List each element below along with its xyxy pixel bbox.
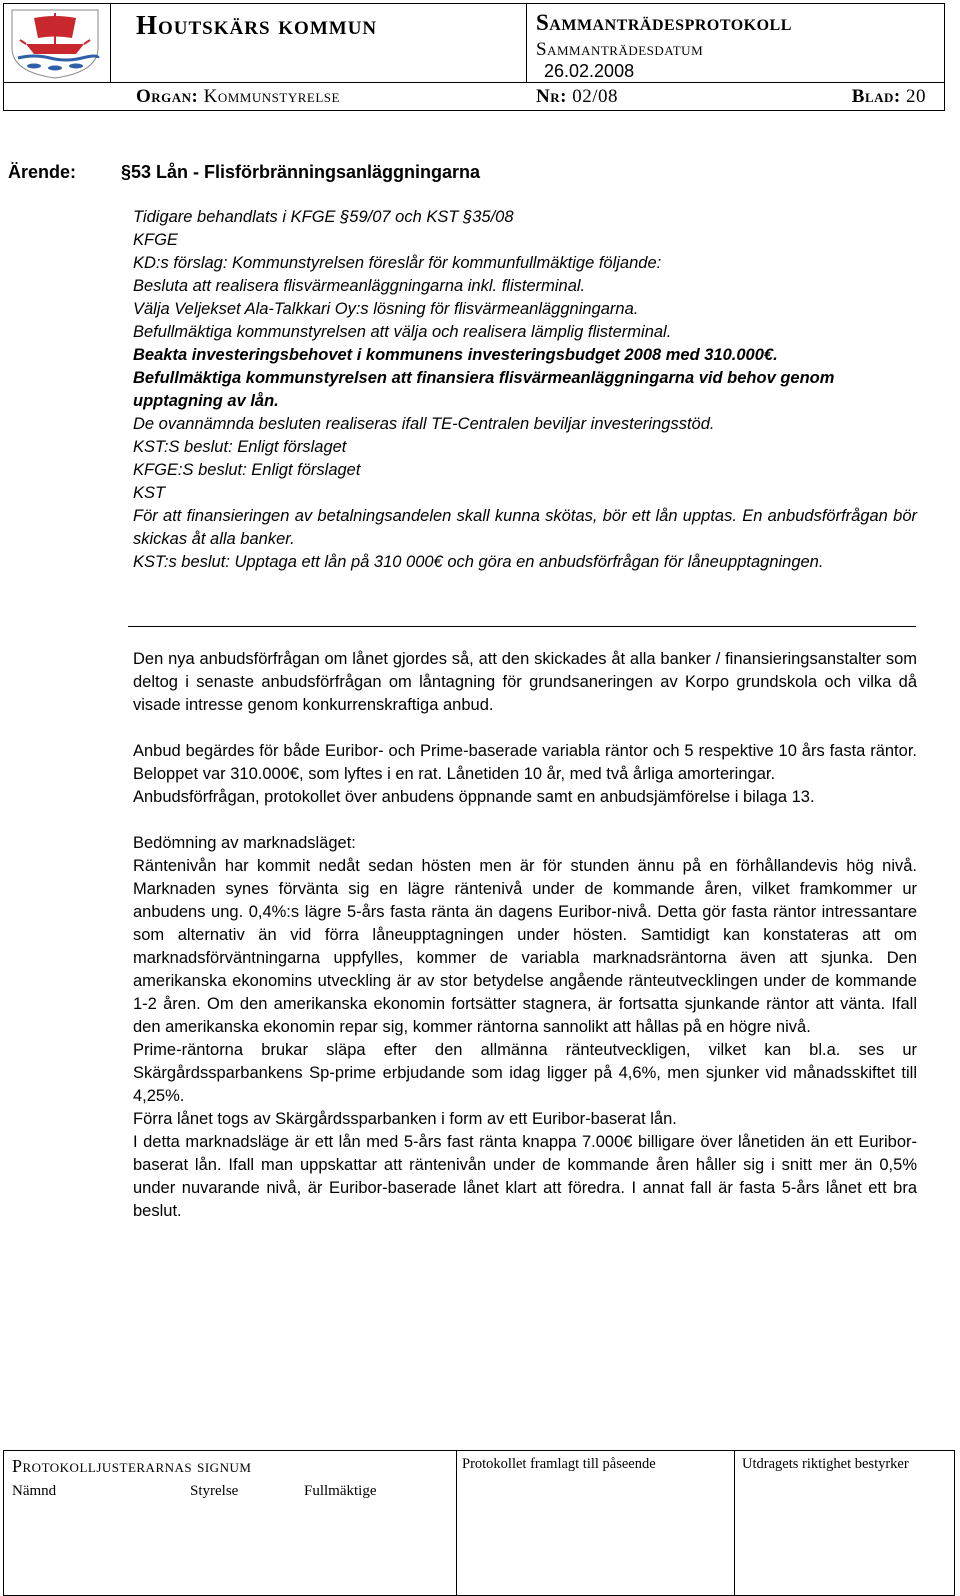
signum-title: Protokolljusterarnas signum [12, 1456, 252, 1476]
signum-fullmaktige: Fullmäktige [304, 1483, 377, 1499]
document-type: Sammanträdesprotokoll [536, 10, 792, 35]
document-header [3, 3, 945, 111]
section-divider [128, 626, 916, 627]
municipality-coat-of-arms [4, 4, 111, 82]
body-paragraph: Förra lånet togs av Skärgårdssparbanken i form av ett Euribor-baserat lån. [133, 1110, 677, 1128]
history-line: Besluta att realisera flisvärmeanläggningarna inkl. flisterminal. [133, 277, 586, 295]
body-paragraph: I detta marknadsläge är ett lån med 5-års fast ränta knappa 7.000€ billigare över lånetiden än ett Euribor-baserat lån. Ifall man uppskattar att räntenivån under de kommande åren håller sig i snitt mer än 0,5% under nuvarande nivå, är Euribor-baserade lånet klart att föredra. I annat fall är fasta 5-års lånet ett bra beslut. [133, 1133, 917, 1220]
body-subheading: Bedömning av marknadsläget: [133, 834, 356, 852]
document-footer [3, 1450, 955, 1596]
posted-box [456, 1451, 735, 1595]
organ-value: Kommunstyrelse [203, 86, 340, 107]
history-line: De ovannämnda besluten realiseras ifall TE-Centralen beviljar investeringsstöd. [133, 415, 715, 433]
body-paragraph: Anbudsförfrågan, protokollet över anbudens öppnande samt en anbudsjämförelse i bilaga 13. [133, 788, 815, 806]
matter-title: §53 Lån - Flisförbränningsanläggningarna [121, 162, 481, 182]
history-line: KST [133, 484, 166, 502]
municipality-name: Houtskärs kommun [136, 10, 378, 40]
page-label: Blad: [851, 86, 901, 107]
matter-body [133, 648, 917, 1223]
signum-namnd: Nämnd [12, 1483, 57, 1499]
signature-box [4, 1451, 457, 1595]
meeting-date-label: Sammanträdesdatum [536, 39, 704, 60]
body-paragraph: Anbud begärdes för både Euribor- och Prime-baserade variabla räntor och 5 respektive 10 års fasta räntor. Beloppet var 310.000€, som lyftes i en rat. Lånetiden 10 år, med två årliga amorteringar. [133, 742, 917, 783]
history-line: KD:s förslag: Kommunstyrelsen föreslår för kommunfullmäktige följande: [133, 254, 662, 272]
number-value: 02/08 [572, 86, 618, 107]
header-divider-vertical [526, 4, 527, 82]
posted-label: Protokollet framlagt till påseende [462, 1456, 656, 1472]
ship-crest-icon [4, 4, 108, 80]
matter-label: Ärende: [8, 162, 77, 182]
history-line: KST:S beslut: Enligt förslaget [133, 438, 347, 456]
body-paragraph: Prime-räntorna brukar släpa efter den allmänna ränteutveckligen, vilket kan bl.a. ses ur Skärgårdssparbankens Sp-prime erbjudande som idag ligger på 4,6%, men sjunker vid månadsskiftet till 4,25%. [133, 1041, 917, 1105]
extract-certified-label: Utdragets riktighet bestyrker [742, 1456, 909, 1472]
history-line: Tidigare behandlats i KFGE §59/07 och KST §35/08 [133, 208, 514, 226]
meeting-date: 26.02.2008 [544, 61, 635, 81]
history-line: KFGE:S beslut: Enligt förslaget [133, 461, 361, 479]
body-paragraph: Räntenivån har kommit nedåt sedan hösten men är för stunden ännu på en förhållandevis hög nivå. Marknaden synes förvänta sig en lägre räntenivå under de kommande åren, vilket framkommer ur anbudens ung. 0,4%:s lägre 5-års fasta ränta än dagens Euribor-nivå. Detta gör fasta räntor intressantare som alternativ än vid förra låneupptagningen under hösten. Samtidigt kan konstateras att om marknadsförväntningarna uppfylles, kommer de variabla marknadsräntorna även att sjunka. Den amerikanska ekonomins utveckling är av stor betydelse angående ränteutvecklingen under de kommande 1-2 åren. Om den amerikanska ekonomin fortsätter stagnera, är fortsatta sjunkande räntor att vänta. Ifall den amerikanska ekonomin repar sig, kommer räntorna sannolikt att hållas på en högre nivå. [133, 857, 917, 1036]
signum-styrelse: Styrelse [190, 1483, 239, 1499]
organ-label: Organ: [136, 86, 199, 107]
number-field [536, 86, 618, 108]
header-divider-horizontal [4, 82, 944, 83]
number-label: Nr: [536, 86, 567, 107]
history-line: För att finansieringen av betalningsandelen skall kunna skötas, bör ett lån upptas. En anbudsförfrågan bör skickas åt alla banker. [133, 507, 917, 548]
history-line: Välja Veljekset Ala-Talkkari Oy:s lösning för flisvärmeanläggningarna. [133, 300, 639, 318]
matter-history [133, 206, 917, 574]
body-paragraph: Den nya anbudsförfrågan om lånet gjordes så, att den skickades åt alla banker / finansieringsanstalter som deltog i senaste anbudsförfrågan om låntagning för grundsaneringen av Korpo grundskola och vilka då visade intresse genom konkurrenskraftiga anbud. [133, 650, 917, 714]
history-line: Befullmäktiga kommunstyrelsen att finansiera flisvärmeanläggningarna vid behov genom upptagning av lån. [133, 369, 835, 410]
history-line: KFGE [133, 231, 178, 249]
page-field [852, 86, 926, 108]
history-line: Beakta investeringsbehovet i kommunens investeringsbudget 2008 med 310.000€. [133, 346, 778, 364]
history-line: KST:s beslut: Upptaga ett lån på 310 000€ och göra en anbudsförfrågan för låneupptagningen. [133, 553, 824, 571]
organ-field [136, 86, 340, 108]
page-value: 20 [906, 86, 926, 107]
history-line: Befullmäktiga kommunstyrelsen att välja och realisera lämplig flisterminal. [133, 323, 672, 341]
